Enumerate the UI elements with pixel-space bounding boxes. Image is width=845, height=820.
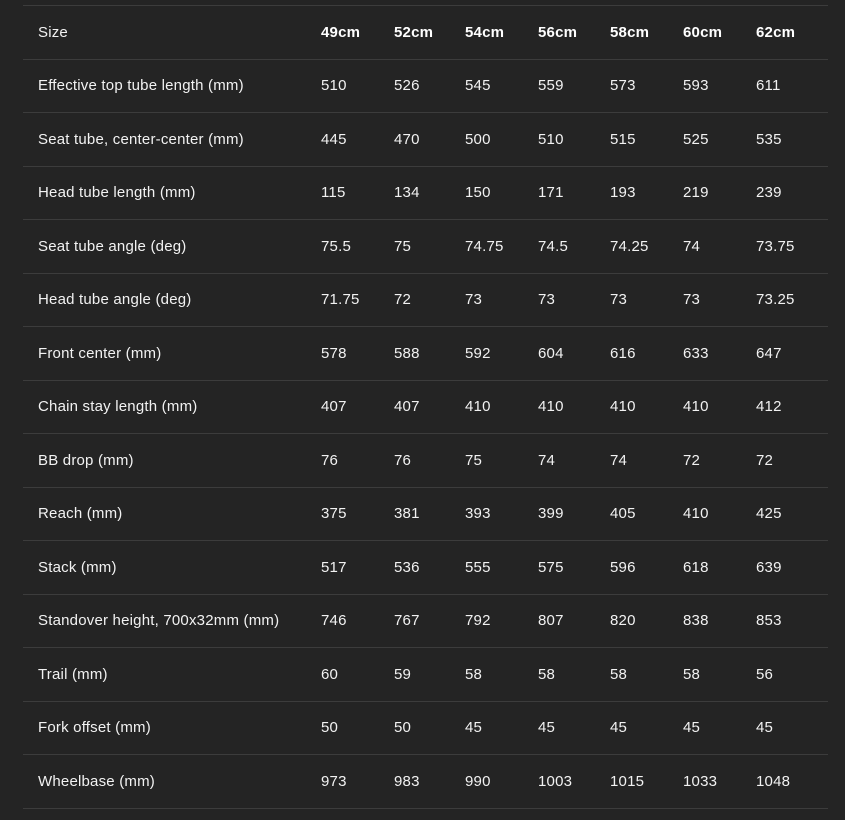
table-row	[23, 701, 828, 755]
row-value-cell: 536	[394, 541, 465, 595]
row-value-cell: 588	[394, 327, 465, 381]
row-value-cell: 604	[538, 327, 610, 381]
row-value-cell: 510	[538, 113, 610, 167]
row-value-cell: 72	[683, 434, 756, 488]
row-value-cell: 746	[321, 594, 394, 648]
row-value-cell: 399	[538, 487, 610, 541]
row-value-cell: 56	[756, 648, 828, 702]
row-value-cell: 74.75	[465, 220, 538, 274]
row-value-cell: 74	[538, 434, 610, 488]
row-value-cell: 1015	[610, 755, 683, 809]
row-value-cell: 611	[756, 59, 828, 113]
row-value-cell: 45	[610, 701, 683, 755]
row-value-cell: 393	[465, 487, 538, 541]
row-value-cell: 618	[683, 541, 756, 595]
table-header-row	[23, 6, 828, 60]
row-value-cell: 639	[756, 541, 828, 595]
row-value-cell: 555	[465, 541, 538, 595]
row-label: Trail (mm)	[23, 648, 321, 702]
row-value-cell: 375	[321, 487, 394, 541]
header-size-58cm: 58cm	[610, 6, 683, 60]
row-value-cell: 115	[321, 166, 394, 220]
row-value-cell: 853	[756, 594, 828, 648]
header-size-60cm: 60cm	[683, 6, 756, 60]
row-value-cell: 134	[394, 166, 465, 220]
geometry-table-body	[23, 6, 828, 809]
row-label: Reach (mm)	[23, 487, 321, 541]
row-value-cell: 74	[610, 434, 683, 488]
row-value-cell: 73	[683, 273, 756, 327]
row-value-cell: 510	[321, 59, 394, 113]
row-value-cell: 545	[465, 59, 538, 113]
header-size-54cm: 54cm	[465, 6, 538, 60]
header-size-label: Size	[23, 6, 321, 60]
header-size-56cm: 56cm	[538, 6, 610, 60]
row-value-cell: 445	[321, 113, 394, 167]
row-value-cell: 75.5	[321, 220, 394, 274]
row-value-cell: 76	[321, 434, 394, 488]
row-value-cell: 150	[465, 166, 538, 220]
row-value-cell: 807	[538, 594, 610, 648]
row-value-cell: 239	[756, 166, 828, 220]
row-label: Stack (mm)	[23, 541, 321, 595]
row-value-cell: 633	[683, 327, 756, 381]
row-value-cell: 71.75	[321, 273, 394, 327]
row-value-cell: 381	[394, 487, 465, 541]
row-value-cell: 410	[683, 380, 756, 434]
row-value-cell: 410	[610, 380, 683, 434]
row-value-cell: 407	[394, 380, 465, 434]
row-label: Front center (mm)	[23, 327, 321, 381]
header-size-62cm: 62cm	[756, 6, 828, 60]
row-value-cell: 45	[465, 701, 538, 755]
row-value-cell: 592	[465, 327, 538, 381]
table-row	[23, 648, 828, 702]
row-value-cell: 515	[610, 113, 683, 167]
row-value-cell: 517	[321, 541, 394, 595]
row-value-cell: 74.25	[610, 220, 683, 274]
row-value-cell: 58	[683, 648, 756, 702]
header-size-52cm: 52cm	[394, 6, 465, 60]
row-value-cell: 193	[610, 166, 683, 220]
table-row	[23, 220, 828, 274]
row-label: Wheelbase (mm)	[23, 755, 321, 809]
row-value-cell: 983	[394, 755, 465, 809]
row-value-cell: 973	[321, 755, 394, 809]
row-value-cell: 58	[538, 648, 610, 702]
row-value-cell: 767	[394, 594, 465, 648]
row-value-cell: 410	[465, 380, 538, 434]
header-size-49cm: 49cm	[321, 6, 394, 60]
row-label: Chain stay length (mm)	[23, 380, 321, 434]
row-value-cell: 593	[683, 59, 756, 113]
row-value-cell: 76	[394, 434, 465, 488]
row-value-cell: 73.75	[756, 220, 828, 274]
table-row	[23, 434, 828, 488]
row-value-cell: 1033	[683, 755, 756, 809]
table-row	[23, 113, 828, 167]
table-row	[23, 166, 828, 220]
row-label: Head tube angle (deg)	[23, 273, 321, 327]
row-value-cell: 73	[538, 273, 610, 327]
geometry-table	[23, 5, 828, 809]
table-row	[23, 327, 828, 381]
row-value-cell: 73	[465, 273, 538, 327]
table-row	[23, 380, 828, 434]
row-value-cell: 45	[756, 701, 828, 755]
table-row	[23, 487, 828, 541]
row-value-cell: 470	[394, 113, 465, 167]
row-value-cell: 50	[321, 701, 394, 755]
row-value-cell: 72	[394, 273, 465, 327]
row-value-cell: 820	[610, 594, 683, 648]
table-row	[23, 594, 828, 648]
row-value-cell: 72	[756, 434, 828, 488]
row-value-cell: 45	[683, 701, 756, 755]
row-value-cell: 596	[610, 541, 683, 595]
row-value-cell: 59	[394, 648, 465, 702]
row-label: BB drop (mm)	[23, 434, 321, 488]
row-label: Fork offset (mm)	[23, 701, 321, 755]
row-value-cell: 1048	[756, 755, 828, 809]
row-value-cell: 535	[756, 113, 828, 167]
row-label: Standover height, 700x32mm (mm)	[23, 594, 321, 648]
table-row	[23, 541, 828, 595]
row-value-cell: 58	[610, 648, 683, 702]
row-value-cell: 573	[610, 59, 683, 113]
row-value-cell: 526	[394, 59, 465, 113]
row-value-cell: 792	[465, 594, 538, 648]
row-value-cell: 171	[538, 166, 610, 220]
row-value-cell: 219	[683, 166, 756, 220]
row-value-cell: 58	[465, 648, 538, 702]
row-value-cell: 412	[756, 380, 828, 434]
table-row	[23, 59, 828, 113]
row-value-cell: 990	[465, 755, 538, 809]
row-value-cell: 50	[394, 701, 465, 755]
row-value-cell: 525	[683, 113, 756, 167]
row-value-cell: 1003	[538, 755, 610, 809]
row-value-cell: 73	[610, 273, 683, 327]
row-value-cell: 407	[321, 380, 394, 434]
row-value-cell: 75	[394, 220, 465, 274]
row-value-cell: 616	[610, 327, 683, 381]
row-value-cell: 60	[321, 648, 394, 702]
row-value-cell: 410	[538, 380, 610, 434]
row-value-cell: 73.25	[756, 273, 828, 327]
row-value-cell: 45	[538, 701, 610, 755]
row-value-cell: 578	[321, 327, 394, 381]
row-value-cell: 74.5	[538, 220, 610, 274]
row-value-cell: 500	[465, 113, 538, 167]
row-value-cell: 75	[465, 434, 538, 488]
row-label: Seat tube angle (deg)	[23, 220, 321, 274]
row-value-cell: 838	[683, 594, 756, 648]
row-value-cell: 647	[756, 327, 828, 381]
row-value-cell: 405	[610, 487, 683, 541]
table-row	[23, 273, 828, 327]
row-value-cell: 559	[538, 59, 610, 113]
row-label: Head tube length (mm)	[23, 166, 321, 220]
row-value-cell: 575	[538, 541, 610, 595]
row-value-cell: 410	[683, 487, 756, 541]
table-row	[23, 755, 828, 809]
row-label: Seat tube, center-center (mm)	[23, 113, 321, 167]
row-label: Effective top tube length (mm)	[23, 59, 321, 113]
row-value-cell: 425	[756, 487, 828, 541]
row-value-cell: 74	[683, 220, 756, 274]
